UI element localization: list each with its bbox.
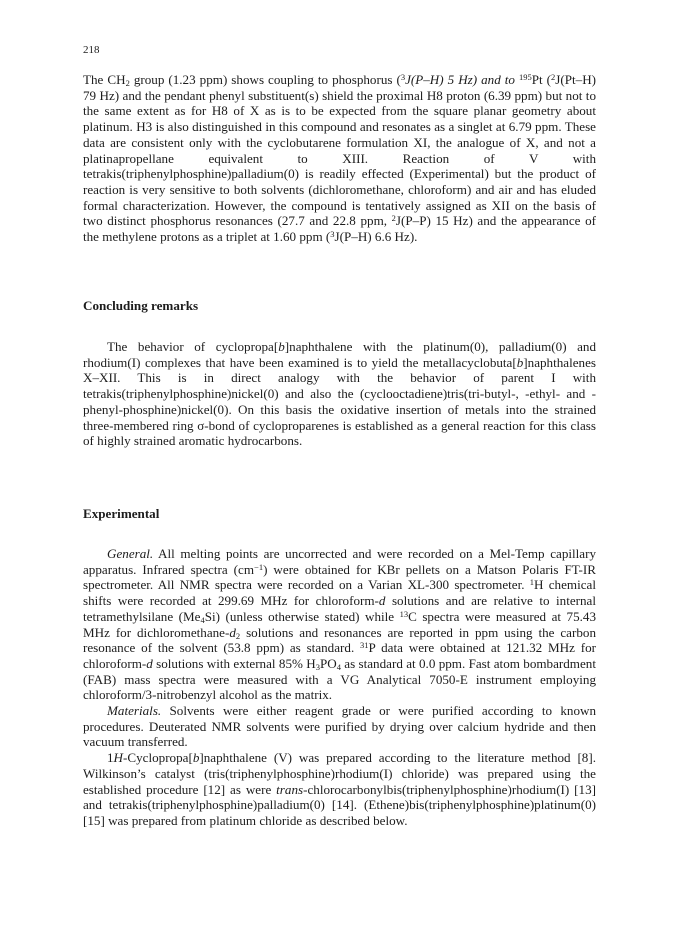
paragraph-nmr-discussion: [83, 72, 596, 245]
paragraph-concluding: [83, 339, 596, 449]
experimental-section: [83, 546, 596, 829]
paragraph-text: The $CH_2$ group (1.23 ppm) shows coupling to phosphorus ($^3$J(P–H) 5 Hz) and to $^{195}$Pt ($^2$J(Pt–H) 79 Hz) and the pendant phenyl substituent(s) shield the proximal H8 proton (6.39 ppm) but not to the same extent as for H8 of X as is to be expected from the square planar geometry about platinum. H3 is also distinguished in this compound and resonates as a singlet at 6.79 ppm. These data are consistent only with the cyclobutarene formulation XI, the analogue of X, and not a platinapropellane equivalent to XIII. Reaction of V with tetrakis(triphenylphosphine)palladium(0) is readily effected (Experimental) but the product of reaction is very sensitive to both solvents (dichloromethane, chloroform) and air and has eluded formal characterization. However, the compound is tentatively assigned as XII on the basis of two distinct phosphorus resonances (27.7 and 22.8 ppm, $^2$J(P–P) 15 Hz) and the appearance of the methylene protons as a triplet at 1.60 ppm ($^3$J(P–H) 6.6 Hz).: [83, 72, 597, 245]
paragraph-general: General. All melting points are uncorrected and were recorded on a Mel-Temp capillary apparatus. Infrared spectra $(cm^{-1})$ were obtained for KBr pellets on a Matson Polaris FT-IR spectrometer. All NMR spectra were recorded on a Varian XL-300 spectrometer. $^1$H chemical shifts were recorded at 299.69 MHz for chloroform-d solutions and are relative to internal tetramethylsilane $(Me_4Si)$ (unless otherwise stated) while $^{13}$C spectra were measured at 75.43 MHz for dichloromethane-$d_2$ solutions and resonances are reported in ppm using the carbon resonance of the solvent (53.8 ppm) as standard. $^{31}$P data were obtained at 121.32 MHz for chloroform-d solutions with external 85% $H_3PO_4$ as standard at 0.0 ppm. Fast atom bombardment (FAB) mass spectra were measured with a VG Analytical 7050-E instrument employing chloroform/3-nitrobenzyl alcohol as the matrix.: [83, 546, 596, 703]
paragraph-preparation: 1H-Cyclopropa[b]naphthalene (V) was prepared according to the literature method [8]. Wilkinson’s catalyst (tris(triphenylphosphine)rhodium(I) chloride) was prepared using the established procedure [12] as were trans-chlorocarbonylbis(triphenylphosphine)rhodium(I) [13] and tetrakis(triphenylphosphine)palladium(0) [14]. (Ethene)bis(triphenylphosphine)platinum(0) [15] was prepared from platinum chloride as described below.: [83, 750, 596, 828]
page-number: 218: [83, 44, 100, 56]
paragraph-text: The behavior of cyclopropa[b]naphthalene with the platinum(0), palladium(0) and rhodium(I) complexes that have been examined is to yield the metallacyclobuta[b]naphthalenes X–XII. This is in direct analogy with the behavior of parent I with tetrakis(triphenylphosphine)nickel(0) and also the (cyclooctadiene)tris(tri-butyl-, -ethyl- and -phenyl-phosphine)nickel(0). On this basis the oxidative insertion of metals into the strained three-membered ring σ-bond of cycloproparenes is established as a general reaction for this class of highly strained aromatic hydrocarbons.: [83, 339, 597, 449]
heading-experimental: Experimental: [83, 506, 160, 521]
label-general: General.: [107, 546, 154, 561]
heading-concluding-remarks: Concluding remarks: [83, 298, 199, 313]
paragraph-materials: Materials. Solvents were either reagent grade or were purified according to known procedures. Deuterated NMR solvents were purified by drying over calcium hydride and then vacuum transferred.: [83, 703, 596, 750]
label-materials: Materials.: [107, 703, 162, 719]
